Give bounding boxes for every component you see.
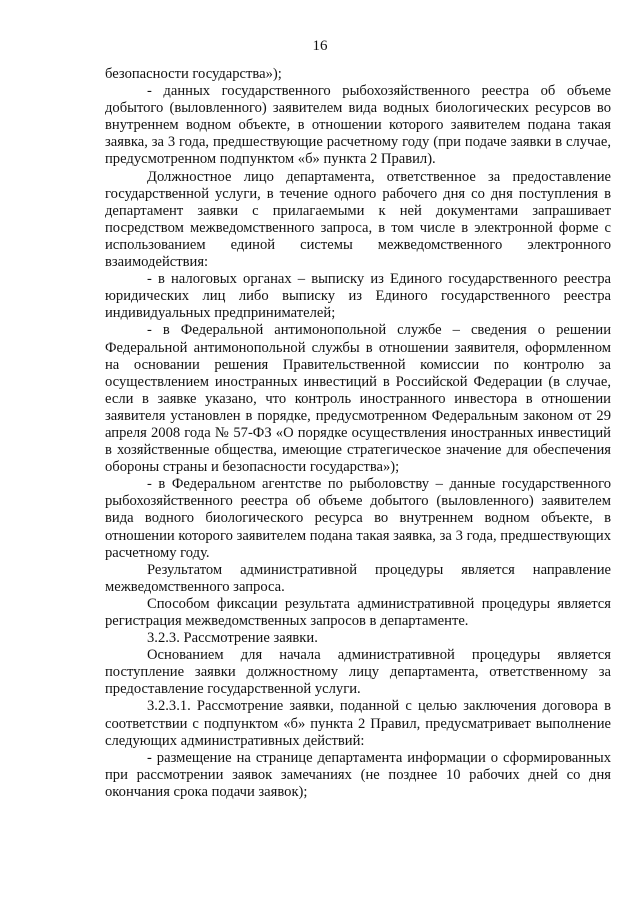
paragraph: Основанием для начала административной процедуры является поступление заявки должностному лицу департамента, ответственному за предоставление государственной услуги. (105, 647, 611, 698)
paragraph: Способом фиксации результата административной процедуры является регистрация межведомственных запросов в департаменте. (105, 595, 611, 629)
document-body (105, 66, 611, 801)
paragraph: - в Федеральном агентстве по рыболовству – данные государственного рыбохозяйственного реестра об объеме добытого (выловленного) заявителем вида водного биологического ресурса во внутреннем водном объекте, в отношении которого заявителем подана такая заявка, за 3 года, предшествующих расчетному году. (105, 476, 611, 561)
paragraph: - размещение на странице департамента информации о сформированных при рассмотрении заявок замечаниях (не позднее 10 рабочих дней со дня окончания срока подачи заявок); (105, 749, 611, 800)
paragraph: 3.2.3.1. Рассмотрение заявки, поданной с целью заключения договора в соответствии с подпунктом «б» пункта 2 Правил, предусматривает выполнение следующих административных действий: (105, 698, 611, 749)
paragraph: безопасности государства»); (105, 66, 282, 82)
paragraph: 3.2.3. Рассмотрение заявки. (147, 630, 318, 647)
paragraph: Должностное лицо департамента, ответственное за предоставление государственной услуги, в течение одного рабочего дня со дня поступления в департамент заявки с прилагаемыми к ней документами запрашивает посредством межведомственного запроса, в том числе в электронной форме с использованием единой системы межведомственного электронного взаимодействия: (105, 168, 611, 271)
paragraph: - в налоговых органах – выписку из Единого государственного реестра юридических лиц либо выписку из Единого государственного реестра индивидуальных предпринимателей; (105, 271, 611, 322)
paragraph: Результатом административной процедуры является направление межведомственного запроса. (105, 561, 611, 595)
paragraph: - в Федеральной антимонопольной службе – сведения о решении Федеральной антимонопольной службы в отношении заявителя, оформленном на основании решения Правительственной комиссии по контролю за осуществлением иностранных инвестиций в Российской Федерации (в случае, если в заявке указано, что контроль иностранного инвестора в отношении заявителя установлен в порядке, предусмотренном Федеральным законом от 29 апреля 2008 года № 57-ФЗ «О порядке осуществления иностранных инвестиций в хозяйственные общества, имеющие стратегическое значение для обеспечения обороны страны и безопасности государства»); (105, 322, 611, 476)
paragraph: - данных государственного рыбохозяйственного реестра об объеме добытого (выловленного) заявителем вида водных биологических ресурсов во внутреннем водном объекте, в отношении которого заявителем подана такая заявка, за 3 года, предшествующие расчетному году (при подаче заявки в случае, предусмотренном подпунктом «б» пункта 2 Правил). (105, 83, 611, 168)
page-number: 16 (312, 38, 328, 54)
